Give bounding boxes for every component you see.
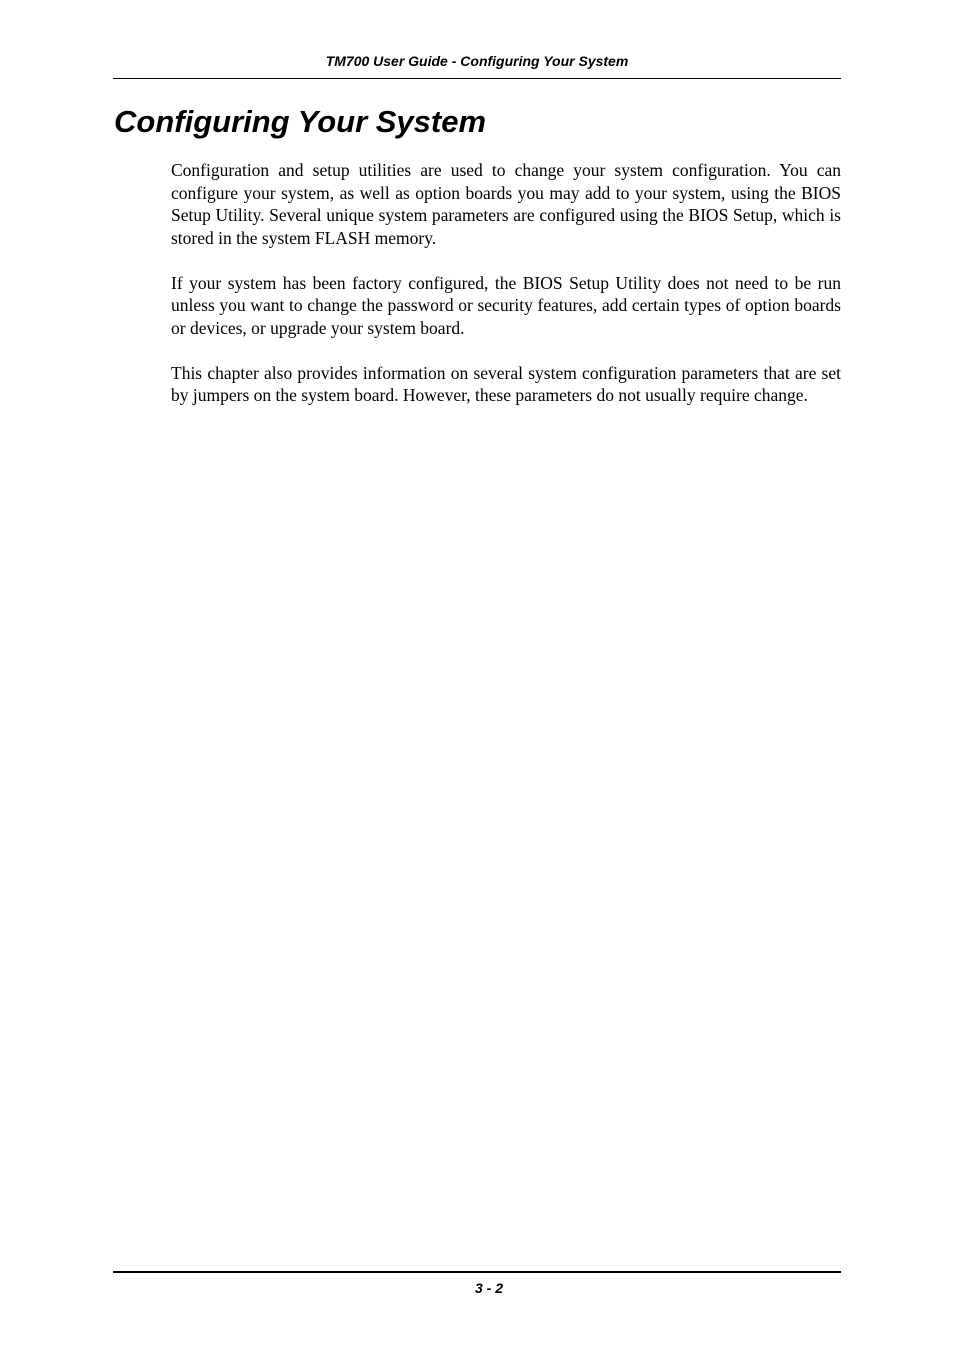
body-text — [171, 159, 841, 429]
chapter-title: Configuring Your System — [114, 104, 487, 139]
running-header: TM700 User Guide - Configuring Your System — [325, 53, 629, 69]
header-divider — [113, 78, 841, 79]
footer-divider — [113, 1271, 841, 1273]
page-number: 3 - 2 — [474, 1280, 503, 1296]
jumpers-paragraph: This chapter also provides information on several system configuration parameters that are set by jumpers on the system board. However, these parameters do not usually require change. — [171, 362, 841, 405]
intro-paragraph: Configuration and setup utilities are used to change your system configuration. You can configure your system, as well as option boards you may add to your system, using the BIOS Setup Utility. Several unique system parameters are configured using the BIOS Setup, which is stored in the system FLASH memory. — [171, 160, 841, 248]
factory-config-paragraph: If your system has been factory configured, the BIOS Setup Utility does not need to be run unless you want to change the password or security features, add certain types of option boards or devices, or upgrade your system board. — [171, 272, 841, 338]
